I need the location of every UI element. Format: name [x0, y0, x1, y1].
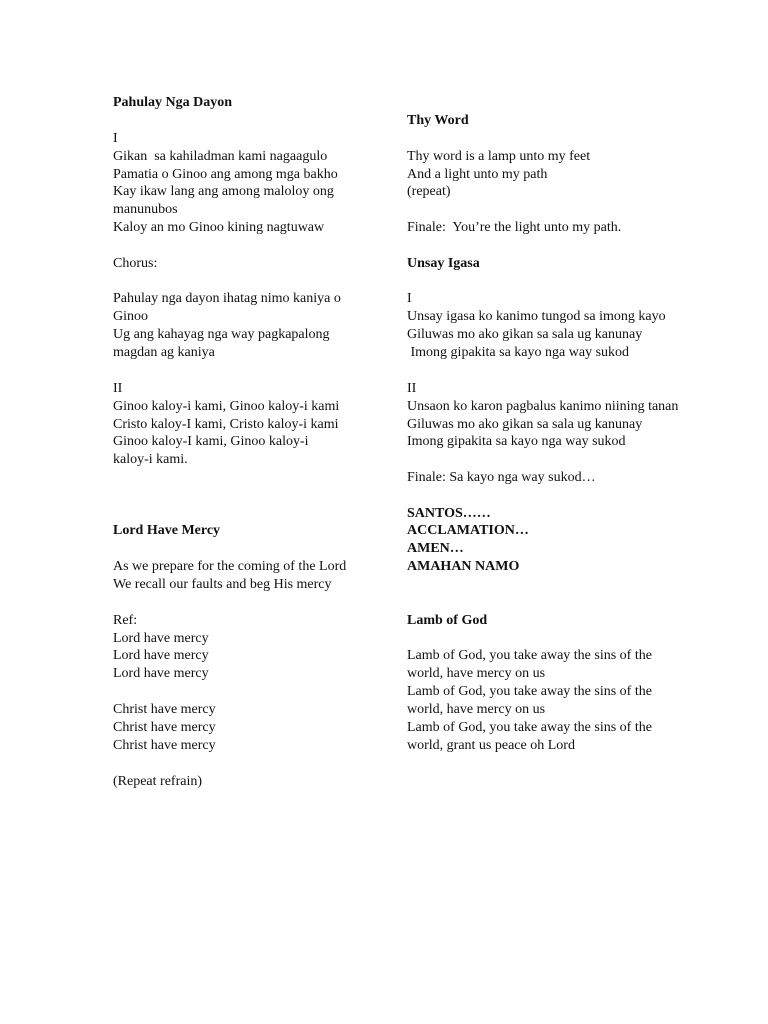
song-title-unsay-igasa: Unsay Igasa: [407, 256, 480, 271]
song-title-santos: SANTOS……: [407, 506, 491, 521]
lyric-line: Ug ang kahayag nga way pagkapalong: [113, 327, 330, 342]
finale-line: Finale: You’re the light unto my path.: [407, 220, 622, 235]
lyric-line: Lord have mercy: [113, 631, 209, 646]
lyric-line: kaloy-i kami.: [113, 452, 188, 467]
song-title-pahulay: Pahulay Nga Dayon: [113, 95, 233, 110]
verse-number: I: [407, 291, 412, 306]
lyric-line: Kaloy an mo Ginoo kining nagtuwaw: [113, 220, 325, 235]
finale-line: Finale: Sa kayo nga way sukod…: [407, 470, 596, 485]
lyric-line: Pahulay nga dayon ihatag nimo kaniya o: [113, 291, 341, 306]
lyric-line: Gikan sa kahiladman kami nagaagulo: [113, 149, 328, 164]
lyric-line: As we prepare for the coming of the Lord: [113, 559, 347, 574]
lyric-line: Ginoo kaloy-i kami, Ginoo kaloy-i kami: [113, 399, 340, 414]
lyric-line: Lamb of God, you take away the sins of the: [407, 684, 652, 699]
lyric-line: Imong gipakita sa kayo nga way sukod: [407, 434, 626, 449]
lyric-line: Christ have mercy: [113, 738, 216, 753]
lyric-line: Lamb of God, you take away the sins of the: [407, 720, 652, 735]
lyric-line: Imong gipakita sa kayo nga way sukod: [407, 345, 630, 360]
lyric-line: And a light unto my path: [407, 167, 548, 182]
lyric-line: Giluwas mo ako gikan sa sala ug kanunay: [407, 327, 643, 342]
lyric-line: Unsay igasa ko kanimo tungod sa imong kayo: [407, 309, 666, 324]
lyric-line: Giluwas mo ako gikan sa sala ug kanunay: [407, 417, 643, 432]
lyric-line: manunubos: [113, 202, 178, 217]
lyric-line: Lord have mercy: [113, 666, 209, 681]
chorus-label: Chorus:: [113, 256, 158, 271]
lyric-line: Ginoo kaloy-I kami, Ginoo kaloy-i: [113, 434, 309, 449]
song-title-amen: AMEN…: [407, 541, 464, 556]
lyric-line: We recall our faults and beg His mercy: [113, 577, 332, 592]
lyric-line: Pamatia o Ginoo ang among mga bakho: [113, 167, 338, 182]
verse-number: II: [407, 381, 417, 396]
song-title-lamb-of-god: Lamb of God: [407, 613, 488, 628]
lyric-line: world, grant us peace oh Lord: [407, 738, 575, 753]
repeat-note: (Repeat refrain): [113, 774, 202, 789]
lyric-line: Kay ikaw lang ang among maloloy ong: [113, 184, 334, 199]
lyric-line: Lord have mercy: [113, 648, 209, 663]
refrain-label: Ref:: [113, 613, 138, 628]
lyric-line: Christ have mercy: [113, 720, 216, 735]
lyric-line: Unsaon ko karon pagbalus kanimo niining tanan: [407, 399, 679, 414]
song-title-amahan-namo: AMAHAN NAMO: [407, 559, 520, 574]
verse-number: I: [113, 131, 118, 146]
lyric-line: Cristo kaloy-I kami, Cristo kaloy-i kami: [113, 417, 339, 432]
song-title-lord-have-mercy: Lord Have Mercy: [113, 523, 221, 538]
song-title-thy-word: Thy Word: [407, 113, 469, 128]
lyric-line: world, have mercy on us: [407, 666, 546, 681]
lyric-line: Thy word is a lamp unto my feet: [407, 149, 591, 164]
song-title-acclamation: ACCLAMATION…: [407, 523, 529, 538]
lyric-line: Ginoo: [113, 309, 148, 324]
lyric-line: (repeat): [407, 184, 451, 199]
lyric-line: Christ have mercy: [113, 702, 216, 717]
lyric-line: world, have mercy on us: [407, 702, 546, 717]
verse-number: II: [113, 381, 123, 396]
lyric-line: Lamb of God, you take away the sins of the: [407, 648, 652, 663]
lyric-line: magdan ag kaniya: [113, 345, 215, 360]
